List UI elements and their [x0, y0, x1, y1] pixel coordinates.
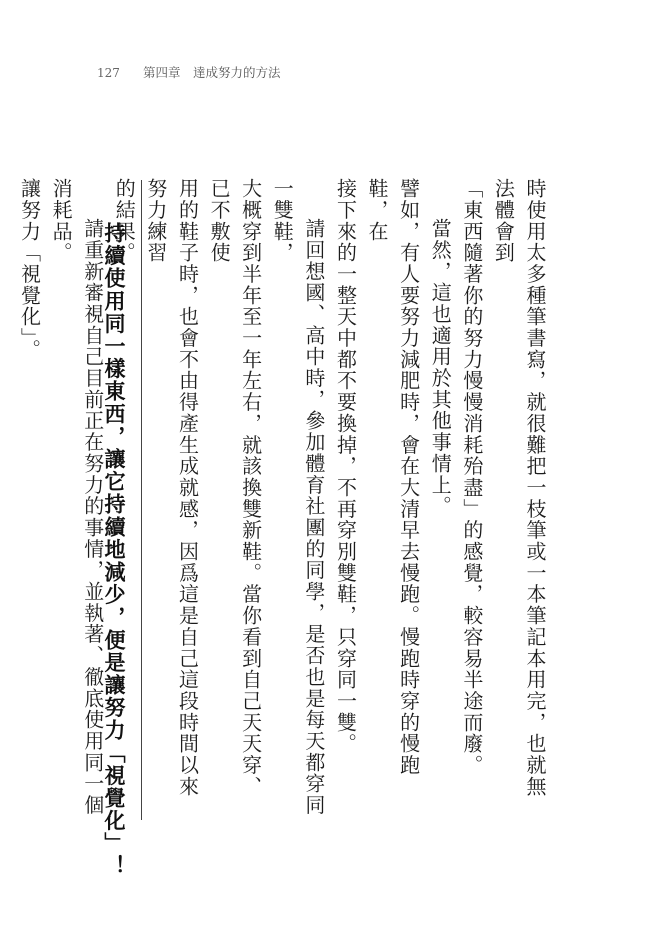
page-number: 127	[97, 66, 120, 80]
running-header	[97, 63, 281, 81]
body-line: 接下來的一整天中都不要換掉，不再穿別雙鞋，只穿同一雙。	[333, 178, 358, 755]
body-paragraph: 當然，這也適用於其他事情上。	[428, 218, 453, 517]
body-line: 的結果。	[112, 178, 137, 264]
body-line: 「東西隨著你的努力慢慢消耗殆盡」的感覺，較容易半途而廢。	[459, 178, 484, 776]
body-paragraph: 請重新審視自己目前正在努力的事情，並執著、徹底使用同一個消耗品。	[49, 178, 105, 816]
vertical-body-text	[13, 178, 550, 818]
bold-slogan: 持續使用同一樣東西，讓它持續地減少，便是讓努力「視覺化」！	[102, 222, 126, 878]
chapter-label: 第四章	[143, 65, 181, 80]
body-line: 譬如，有人要努力減肥時，會在大清早去慢跑。慢跑時穿的慢跑鞋，在	[365, 178, 421, 776]
body-line: 時使用太多種筆書寫，就很難把一枝筆或一本筆記本用完，也就無法體會到	[491, 178, 547, 798]
body-line: 讓努力「視覺化」。	[17, 178, 42, 361]
chapter-title: 達成努力的方法	[193, 65, 281, 80]
column-divider	[141, 180, 142, 820]
body-line: 用的鞋子時，也會不由得產生成就感，因爲這是自己這段時間以來努力練習	[143, 178, 200, 798]
body-line: 大概穿到半年至一年左右，就該換雙新鞋。當你看到自己天天穿、已不敷使	[207, 178, 263, 798]
body-paragraph: 請回想國、高中時，參加體育社團的同學，是否也是每天都穿同一雙鞋，	[270, 178, 326, 816]
